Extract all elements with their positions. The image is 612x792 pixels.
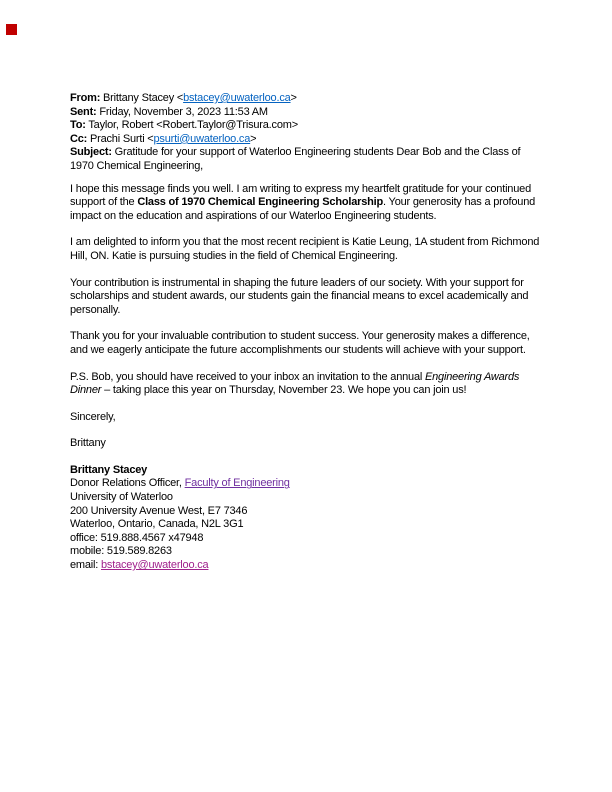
header-line <box>70 133 544 147</box>
header-field-label: Sent: <box>70 105 97 118</box>
text-segment: P.S. Bob, you should have received to your inbox an invitation to the annual <box>70 370 425 383</box>
text-segment: 200 University Avenue West, E7 7346 <box>70 504 248 517</box>
red-square-marker <box>6 24 17 35</box>
header-field-label: To: <box>70 119 86 132</box>
text-segment: – taking place this year on Thursday, November 23. We hope you can join us! <box>101 384 467 397</box>
text-segment: University of Waterloo <box>70 491 173 504</box>
text-segment: I am delighted to inform you that the most recent recipient is Katie Leung, 1A student from Richmond Hill, ON. Katie is pursuing studies in the field of Chemical Engineering. <box>70 236 540 262</box>
signature-line <box>70 464 544 478</box>
hyperlink[interactable]: Faculty of Engineering <box>184 477 290 490</box>
header-field-label: From: <box>70 92 101 104</box>
header-line <box>70 146 544 173</box>
text-segment: Waterloo, Ontario, Canada, N2L 3G1 <box>70 518 244 531</box>
signature-line <box>70 545 544 559</box>
paragraph <box>70 183 544 224</box>
text-segment: office: 519.888.4567 x47948 <box>70 531 204 544</box>
signature-line <box>70 559 544 573</box>
email-body <box>70 183 544 451</box>
paragraph <box>70 330 544 357</box>
email-content <box>70 92 544 573</box>
signature-line <box>70 532 544 546</box>
text-segment: mobile: 519.589.8263 <box>70 545 172 558</box>
signature-line <box>70 505 544 519</box>
signature-line <box>70 518 544 532</box>
text-segment: Your contribution is instrumental in shaping the future leaders of our society. With your support for scholarships and student awards, our students gain the financial means to excel academically and personally. <box>70 276 529 316</box>
header-field-label: Cc: <box>70 132 88 145</box>
text-segment: Brittany Stacey < <box>100 92 184 104</box>
paragraph <box>70 277 544 318</box>
text-segment: > <box>290 92 297 104</box>
signature-line <box>70 477 544 491</box>
hyperlink[interactable]: bstacey@uwaterloo.ca <box>101 559 209 572</box>
text-segment: Prachi Surti < <box>87 132 154 145</box>
email-signature <box>70 464 544 573</box>
paragraph <box>70 236 544 263</box>
header-field-label: Subject: <box>70 146 112 159</box>
text-segment: Engineering Awards Dinner <box>70 370 520 397</box>
text-segment: Brittany Stacey <box>70 463 148 476</box>
text-segment: Gratitude for your support of Waterloo Engineering students Dear Bob and the Class of 1970 Chemical Engineering, <box>70 146 521 172</box>
paragraph <box>70 411 544 425</box>
text-segment: Donor Relations Officer, <box>70 477 185 490</box>
paragraph <box>70 437 544 451</box>
signature-line <box>70 491 544 505</box>
text-segment: . Your generosity has a profound impact on the education and aspirations of our Waterloo Engineering students. <box>70 196 536 222</box>
text-segment: Taylor, Robert <Robert.Taylor@Trisura.com> <box>85 119 298 132</box>
header-line <box>70 119 544 133</box>
email-header-block <box>70 92 544 174</box>
text-segment: I hope this message finds you well. I am writing to express my heartfelt gratitude for your continued support of the <box>70 182 531 209</box>
text-segment: Class of 1970 Chemical Engineering Scholarship <box>137 196 384 209</box>
text-segment: Thank you for your invaluable contribution to student success. Your generosity makes a difference, and we eagerly anticipate the future accomplishments our students will achieve with your support. <box>70 330 530 356</box>
text-segment: > <box>250 132 257 145</box>
hyperlink[interactable]: psurti@uwaterloo.ca <box>153 132 251 145</box>
hyperlink[interactable]: bstacey@uwaterloo.ca <box>183 92 291 104</box>
paragraph <box>70 371 544 398</box>
text-segment: Brittany <box>70 437 106 450</box>
text-segment: Sincerely, <box>70 410 116 423</box>
header-line <box>70 92 544 106</box>
text-segment: Friday, November 3, 2023 11:53 AM <box>96 105 268 118</box>
text-segment: email: <box>70 559 101 572</box>
header-line <box>70 106 544 120</box>
